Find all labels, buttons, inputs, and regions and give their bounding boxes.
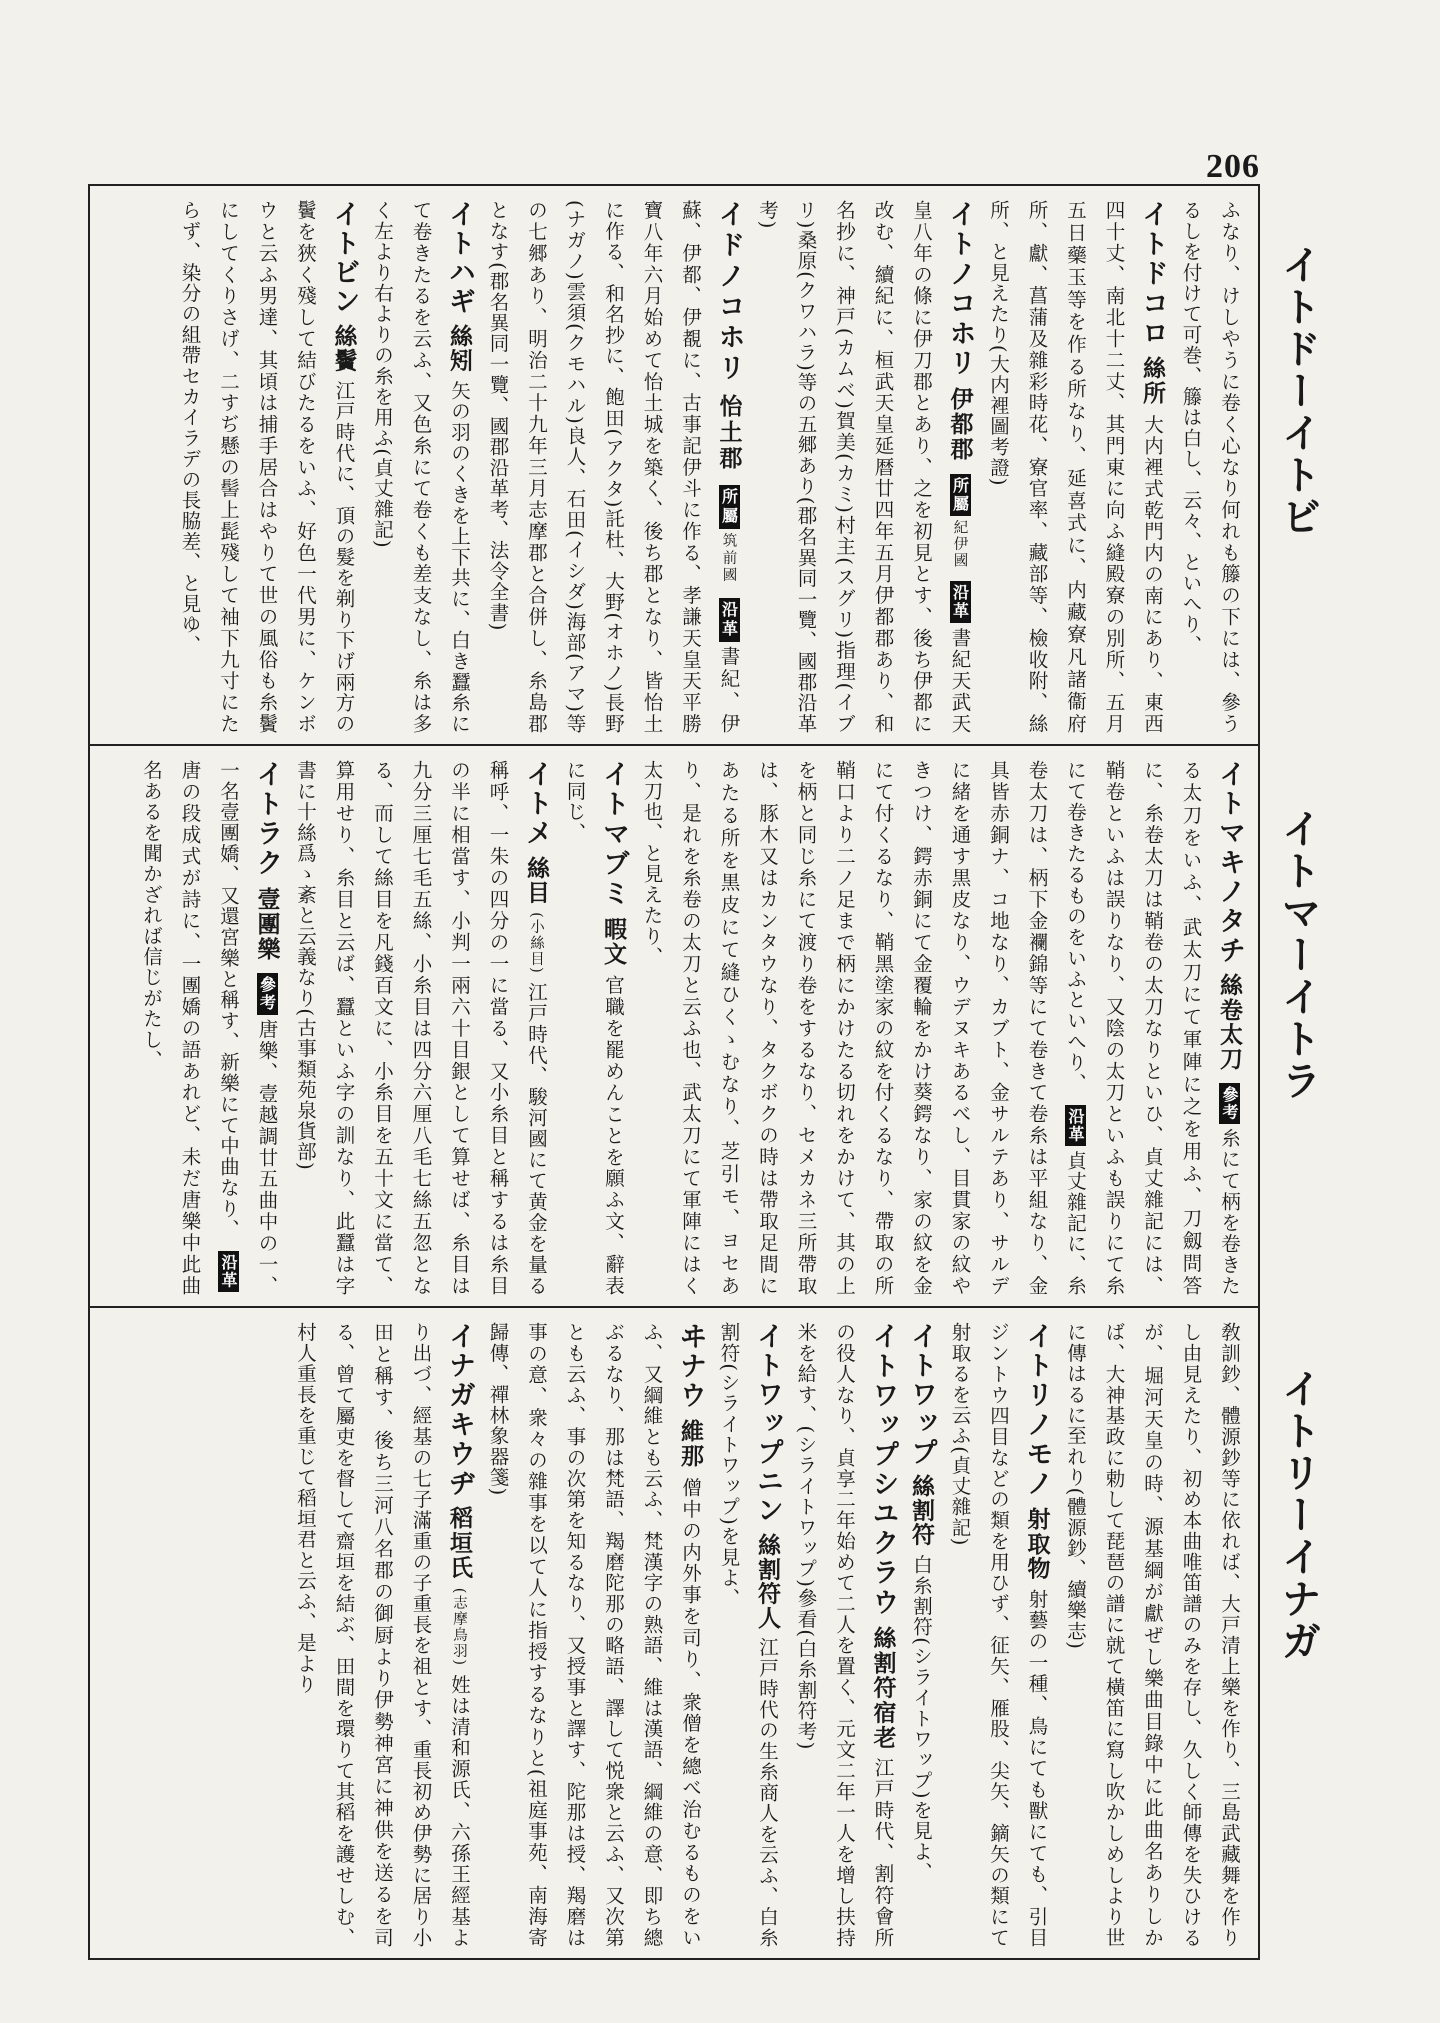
entry-kanji: 絲目 <box>523 855 550 905</box>
dictionary-entry <box>478 1322 709 1948</box>
entry-kanji: 絲割符人 <box>754 1532 781 1630</box>
dictionary-entry <box>132 760 286 1296</box>
entry-body: 糸にて柄を卷きたる太刀をいふ、武太刀にて軍陣に之を用ふ、刀劔問答に、糸卷太刀は鞘卷の太刀なりといひ、貞丈雜記には、鞘卷といふは誤りなり、又陰の太刀といふも誤りにて糸にて卷きたるものをいふといへり、 <box>1064 760 1241 1296</box>
running-header-middle: イトマーイトラ <box>1275 808 1321 1102</box>
label-badge: 沿革 <box>218 1251 239 1292</box>
entry-headword: イトマキノタチ <box>1214 760 1245 966</box>
entry-body: 大内裡式乾門内の南にあり、東西四十丈、南北十二丈、其門東に向ふ縫殿寮の別所、五月五日藥玉等を作る所なり、延喜式に、内藏寮凡諸衞府所、獻、菖蒲及雜彩時花、寮官率、藏部等、檢收附、絲所、と見えたり(大内裡圖考證) <box>987 200 1164 734</box>
section-divider-top <box>88 744 1260 746</box>
entry-headword: イトノコホリ <box>944 200 976 379</box>
entry-body: 江戸時代の生糸商人を云ふ、白糸割符(シライトワップ)を見よ、 <box>717 1322 779 1948</box>
dictionary-entry <box>286 760 556 1296</box>
entry-body: 江戸時代、割符會所の役人なり、貞享二年始めて二人を置く、元文二年一人を增し扶持米を給す、(シライトワップ)參看(白糸割符考) <box>794 1322 895 1948</box>
entry-headword: イトラク <box>251 760 283 879</box>
entry-kanji: 稻垣氏 <box>446 1506 473 1580</box>
entry-kanji: 維那 <box>677 1419 704 1470</box>
entry-body: 貞丈雜記に、糸卷太刀は、柄下金襴錦等にて卷きて卷糸は平組なり、金具皆赤銅ナ、コ地なり、カブト、金サルテあり、サルデに緒を通す黒皮なり、ウデヌキあるべし、目貫家の紋やきつけ、鍔赤銅にて金覆輪をかけ葵鍔なり、家の紋を金にて付くるなり、鞘黑塗家の紋を付くるなり、帶取の所鞘口より二ノ足まで柄にかけたる切れをかけて、其の上を柄と同じ糸にて渡り卷をするなり、セメカネ三所帶取は、豚木又はカンタウなり、タクボクの時は帶取足間にあたる所を黒皮にて縫ひくゝむなり、芝引モ、ヨセあり、是れを糸卷の太刀と云ふ也、武太刀にて軍陣にはく太刀也、と見えたり、 <box>640 760 1087 1296</box>
entry-body: 唐の段成式が詩に、一團嬌の語あれど、未だ唐樂中此曲名あるを聞かざれば信じがたし、 <box>140 760 202 1296</box>
entry-note: (志摩鳥羽) <box>451 1587 467 1667</box>
label-badge: 參考 <box>1219 1083 1240 1124</box>
entry-kanji: 絲鬢 <box>330 324 358 373</box>
entry-body: 江戸時代に、頂の髮を剃り下げ兩方の鬢を狹く殘して結びたるをいふ、好色一代男に、ケンボウと云ふ男達、其頃は捕手居合はやりて世の風俗も糸鬢にしてくりさげ、二すぢ懸の髻上髭殘して袖下九寸にたらず、染分の組帶セカイラデの長脇差、と見ゆ、 <box>178 200 356 734</box>
entry-headword: イトワップシユクラウ <box>867 1322 899 1618</box>
dictionary-entry <box>286 1322 479 1948</box>
entry-body: 江戸時代、駿河國にて黄金を量る稱呼、一朱の四分の一に當る、又小糸目と稱するは糸目の半に相當す、小判一兩六十目銀として算せば、糸目は九分三厘七毛五絲、小糸目は四分六厘八毛七絲五忽となる、而して絲目を凡錢百文に、小糸目を五十文に當て、算用せり、糸目と云ば、蠶といふ字の訓なり、此蠶は字書に十絲爲ゝ紊と云義なり(古事類苑泉貨部) <box>294 760 548 1296</box>
dictionary-entry: イトノコホリ 伊都郡 所屬紀伊國 沿革書紀天武天皇八年の條に伊刀郡とあり、之を初見とす、後ち伊都に改む、續紀に、桓武天皇延暦廿四年五月伊都郡あり、和名抄に、神戸(カムベ)賀美(カミ)村主(スグリ)指理(イブリ)桑原(クワハラ)等の五郷あり(郡名異同一覽、國郡沿革考) <box>756 200 976 734</box>
entry-headword: イトドコロ <box>1137 200 1168 349</box>
continuation-text: 敎訓鈔、體源鈔等に依れば、大戸清上樂を作り、三島武藏舞を作りし由見えたり、初め本曲唯笛譜のみを存し、久しく師傳を失ひけるが、堀河天皇の時、源基綱が獻ぜし樂曲目錄中に此曲名ありしかば、大神基政に勅して琵琶の譜に就て橫笛に寫し吹かしめしより世に傳はるに至れり(體源鈔、續樂志) <box>1064 1322 1241 1948</box>
section-divider-bottom <box>88 1306 1260 1308</box>
label-badge: 沿革 <box>1065 1105 1086 1146</box>
entry-body: 書紀、伊蘇、伊都、伊覩に、古事記伊斗に作る、孝謙天皇天平勝寶八年六月始めて怡土城を築く、後ち郡となり、皆怡土に作る、和名抄に、飽田(アクタ)託杜、大野(オホノ)長野(ナガノ)雲須(クモハル)良人、石田(イシダ)海部(アマ)等の七郷あり、明治二十九年三月志摩郡と合併し、糸島郡となす(郡名異同一覽、國郡沿革考、法令全書) <box>486 200 741 734</box>
running-header-bottom: イトリーイナガ <box>1275 1368 1321 1662</box>
dictionary-entry <box>555 760 632 1296</box>
dictionary-entry <box>170 200 363 734</box>
entry-kanji: 壹團樂 <box>253 886 281 962</box>
entry-body: 僧中の内外事を司り、衆僧を總べ治むるものをいふ、又綱維とも云ふ、梵漢字の熟語、維は漢語、綱維の意、即ち總ぶるなり、那は梵語、羯磨陀那の略語、譯して悦衆と云ふ、又次第とも云ふ、事の次第を知るなり、又授事と譯す、陀那は授、羯磨は事の意、衆々の雜事を以て人に指授するなりと(祖庭事苑、南海寄歸傳、禪林象器箋) <box>486 1322 702 1948</box>
entry-kanji: 暇文 <box>600 916 627 967</box>
dictionary-entry <box>940 1322 1056 1948</box>
label-badge: 參考 <box>257 973 278 1015</box>
section-middle <box>110 760 1248 1296</box>
entry-body: 射藝の一種、鳥にても獸にても、引目ジントウ四目などの類を用ひず、征矢、雁股、尖矢、鏑矢の類にて射取るを云ふ(貞丈雜記) <box>948 1322 1049 1948</box>
entry-body: 唐樂、壹越調廿五曲中の一、一名壹團嬌、又還宮樂と稱す、新樂にて中曲なり、 <box>217 760 279 1296</box>
entry-headword: イトワップニン <box>752 1322 783 1526</box>
entry-body: 矢の羽のくきを上下共に、白き蠶糸にて卷きたるを云ふ、又色糸にて卷くも差支なし、糸は多く左より右よりの糸を用ふ(貞丈雜記) <box>371 200 471 734</box>
dictionary-entry <box>786 1322 902 1948</box>
label-badge: 沿革 <box>950 581 971 623</box>
label-badge: 沿革 <box>719 598 740 642</box>
entry-kanji: 絲所 <box>1139 356 1166 407</box>
entry-headword: イトマブミ <box>598 760 629 909</box>
entry-body: 書紀天武天皇八年の條に伊刀郡とあり、之を初見とす、後ち伊都に改む、續紀に、桓武天皇延暦廿四年五月伊都郡あり、和名抄に、神戸(カムベ)賀美(カミ)村主(スグリ)指理(イブリ)桑原(クワハラ)等の五郷あり(郡名異同一覽、國郡沿革考) <box>756 200 972 734</box>
entry-kanji: 怡土郡 <box>715 393 743 472</box>
dictionary-entry <box>902 1322 941 1948</box>
label-badge: 所屬 <box>950 474 971 516</box>
entry-kanji: 絲割符宿老 <box>869 1625 897 1750</box>
entry-body: 白糸割符(シライトワップ)を見よ、 <box>910 1554 933 1883</box>
entry-headword: イトワップ <box>906 1322 937 1467</box>
entry-headword: イドノコホリ <box>713 200 745 385</box>
entry-kanji: 絲卷太刀 <box>1216 973 1243 1072</box>
dictionary-entry <box>363 200 479 734</box>
entry-body: 官職を罷めんことを願ふ文、辭表に同じ、 <box>563 760 625 1296</box>
entry-headword: ヰナウ <box>675 1322 706 1412</box>
dictionary-entry: イドノコホリ 怡土郡 所屬筑前國 沿革書紀、伊蘇、伊都、伊覩に、古事記伊斗に作る、孝謙天皇天平勝寶八年六月始めて怡土城を築く、後ち郡となり、皆怡土に作る、和名抄に、飽田(アクタ)託杜、大野(オホノ)長野(ナガノ)雲須(クモハル)良人、石田(イシダ)海部(アマ)等の七郷あり、明治二十九年三月志摩郡と合併し、糸島郡となす(郡名異同一覽、國郡沿革考、法令全書) <box>486 200 745 734</box>
section-top <box>110 200 1248 734</box>
entry-headword: イトメ <box>521 760 552 848</box>
entry-headword: イトハギ <box>444 200 475 317</box>
entry-kanji: 伊都郡 <box>946 386 974 462</box>
entry-kanji: 射取物 <box>1023 1506 1051 1581</box>
dictionary-entry <box>709 1322 786 1948</box>
dictionary-entry <box>632 760 1248 1296</box>
entry-headword: イナガキウヂ <box>444 1322 475 1499</box>
dictionary-entry <box>979 200 1172 734</box>
continuation-text: ふなり、けしやうに卷く心なり何れも籐の下には、參うるしを付けて可巻、籐は白し、云々、といへり、 <box>1179 200 1241 734</box>
section-bottom <box>110 1322 1248 1948</box>
entry-headword: イトビン <box>328 200 360 317</box>
page-number: 206 <box>1206 148 1260 185</box>
entry-body: 姓は清和源氏、六孫王經基より出づ、經基の七子滿重の子重長を祖とす、重長初め伊勢に居り小田と稱す、後ち三河八名郡の御厨より伊勢神宮に神供を送るを司る、曾て屬吏を督して齋垣を結ぶ、田間を環りて其稻を護せしむ、村人重長を重じて稻垣君と云ふ、是より <box>294 1322 471 1948</box>
entry-note: (小絲目) <box>528 912 544 975</box>
entry-kanji: 絲割符 <box>908 1474 935 1548</box>
entry-headword: イトリノモノ <box>1021 1322 1053 1499</box>
running-header-top: イトドーイトビ <box>1275 244 1321 538</box>
entry-kanji: 絲矧 <box>446 324 473 373</box>
label-badge: 所屬 <box>719 485 740 529</box>
